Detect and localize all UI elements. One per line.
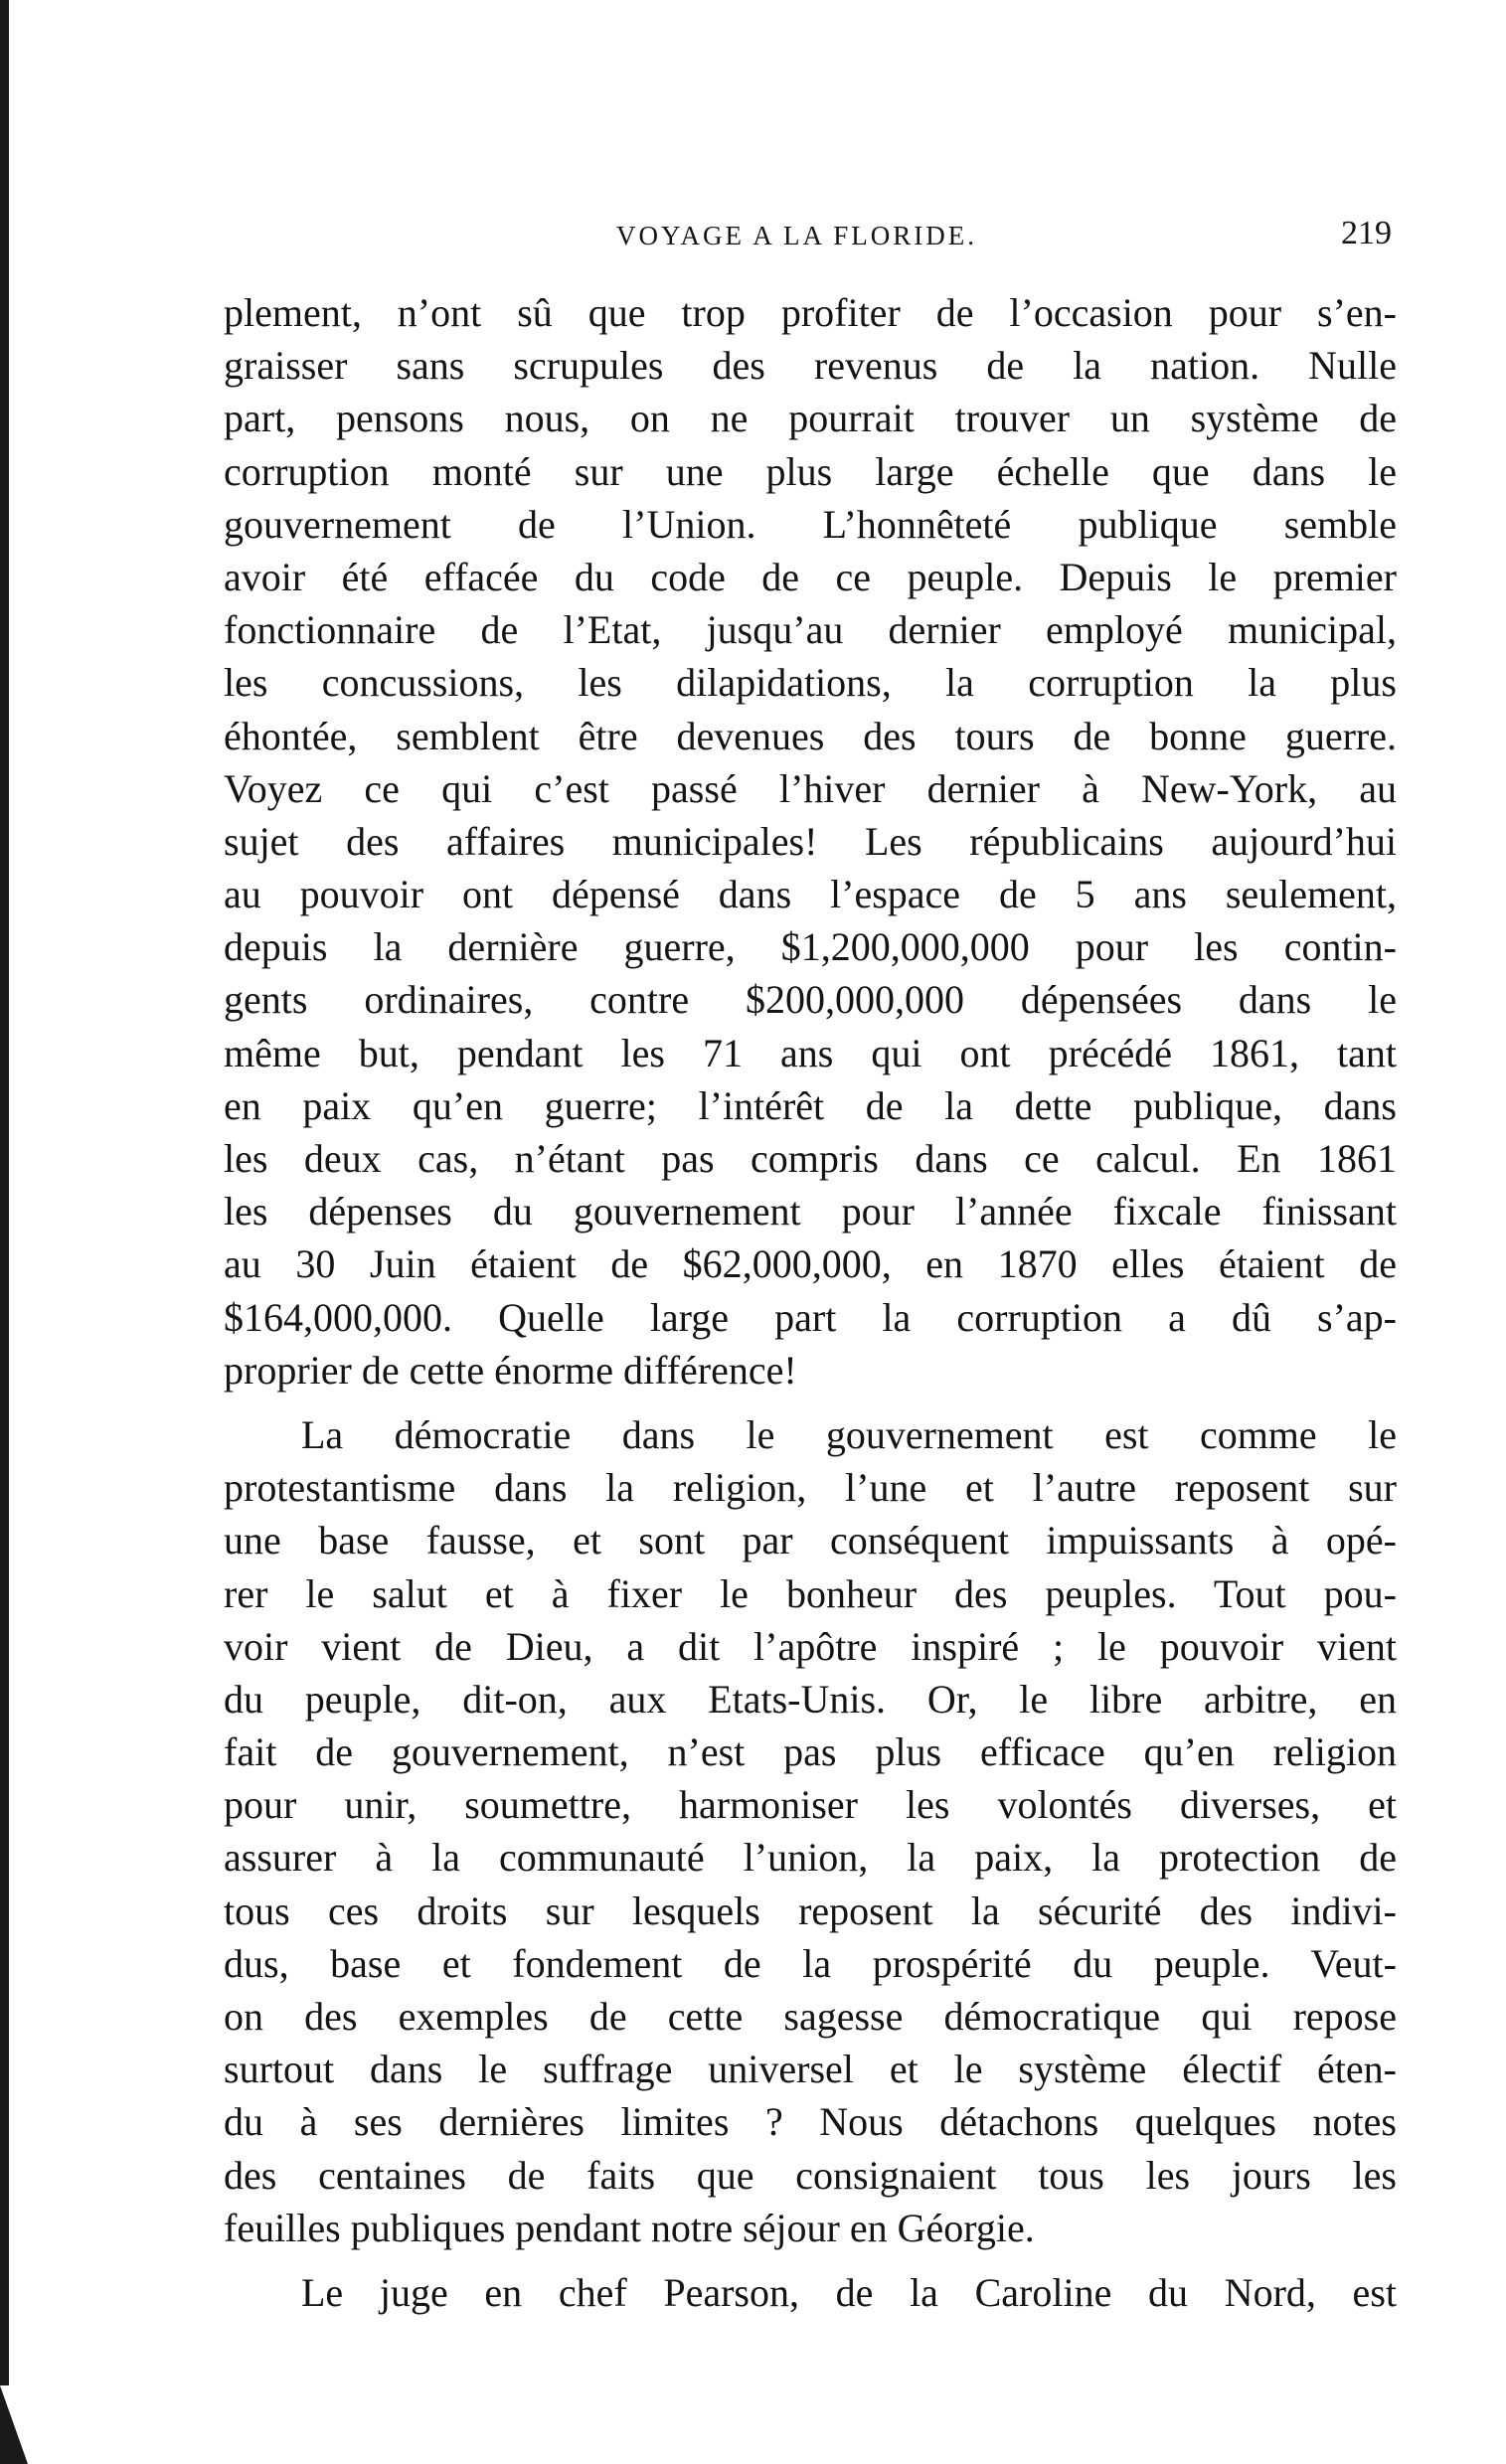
text-line: voir vient de Dieu, a dit l’apôtre inspiré ; le pouvoir vient bbox=[224, 1623, 1397, 1669]
text-line: gents ordinaires, contre $200,000,000 dépensées dans le bbox=[224, 977, 1397, 1023]
running-title: VOYAGE A LA FLORIDE. bbox=[616, 221, 978, 250]
text-line: proprier de cette énorme différence! bbox=[224, 1347, 797, 1393]
paragraph bbox=[224, 1408, 1397, 2254]
text-line: $164,000,000. Quelle large part la corruption a dû s’ap- bbox=[224, 1294, 1397, 1340]
text-line: éhontée, semblent être devenues des tours de bonne guerre. bbox=[224, 713, 1397, 758]
text-line: corruption monté sur une plus large échelle que dans le bbox=[224, 448, 1397, 494]
text-line: les deux cas, n’étant pas compris dans ce calcul. En 1861 bbox=[224, 1136, 1397, 1181]
text-line: surtout dans le suffrage universel et le système électif éten- bbox=[224, 2047, 1397, 2092]
text-line: gouvernement de l’Union. L’honnêteté publique semble bbox=[224, 501, 1397, 547]
page-binding-edge bbox=[0, 0, 9, 2385]
text-line: Voyez ce qui c’est passé l’hiver dernier à New-York, au bbox=[224, 765, 1397, 811]
text-line: assurer à la communauté l’union, la paix, la protection de bbox=[224, 1835, 1397, 1881]
text-line: tous ces droits sur lesquels reposent la sécurité des indivi- bbox=[224, 1888, 1397, 1933]
text-line: du peuple, dit-on, aux Etats-Unis. Or, le libre arbitre, en bbox=[224, 1676, 1397, 1722]
text-line: graisser sans scrupules des revenus de la nation. Nulle bbox=[224, 343, 1397, 389]
page-binding-corner bbox=[0, 2385, 28, 2464]
text-line: rer le salut et à fixer le bonheur des peuples. Tout pou- bbox=[224, 1570, 1397, 1616]
text-line: fait de gouvernement, n’est pas plus efficace qu’en religion bbox=[224, 1729, 1397, 1775]
running-head bbox=[229, 215, 1392, 260]
text-line: en paix qu’en guerre; l’intérêt de la dette publique, dans bbox=[224, 1082, 1397, 1128]
text-line: dus, base et fondement de la prospérité du peuple. Veut- bbox=[224, 1940, 1397, 1986]
paragraph bbox=[224, 286, 1397, 1396]
text-line: les concussions, les dilapidations, la corruption la plus bbox=[224, 660, 1397, 706]
text-line: des centaines de faits que consignaient tous les jours les bbox=[224, 2152, 1397, 2198]
text-line: La démocratie dans le gouvernement est comme le bbox=[301, 1411, 1397, 1457]
text-line: au 30 Juin étaient de $62,000,000, en 1870 elles étaient de bbox=[224, 1241, 1397, 1287]
paragraph-gap bbox=[224, 2254, 1397, 2266]
text-line: les dépenses du gouvernement pour l’année fixcale finissant bbox=[224, 1189, 1397, 1234]
text-line: pour unir, soumettre, harmoniser les volontés diverses, et bbox=[224, 1782, 1397, 1828]
page-number: 219 bbox=[1341, 215, 1392, 251]
text-line: part, pensons nous, on ne pourrait trouver un système de bbox=[224, 396, 1397, 441]
text-line: plement, n’ont sû que trop profiter de l’occasion pour s’en- bbox=[224, 290, 1397, 335]
text-line: feuilles publiques pendant notre séjour en Géorgie. bbox=[224, 2205, 1035, 2250]
text-line: sujet des affaires municipales! Les républicains aujourd’hui bbox=[224, 818, 1397, 864]
text-line: fonctionnaire de l’Etat, jusqu’au dernier employé municipal, bbox=[224, 607, 1397, 653]
text-line: même but, pendant les 71 ans qui ont précédé 1861, tant bbox=[224, 1030, 1397, 1075]
text-line: on des exemples de cette sagesse démocratique qui repose bbox=[224, 1994, 1397, 2039]
text-line: protestantisme dans la religion, l’une et l’autre reposent sur bbox=[224, 1465, 1397, 1511]
text-line: depuis la dernière guerre, $1,200,000,000 pour les contin- bbox=[224, 924, 1397, 970]
paragraph-gap bbox=[224, 1396, 1397, 1408]
text-line: une base fausse, et sont par conséquent impuissants à opé- bbox=[224, 1518, 1397, 1563]
text-line: avoir été effacée du code de ce peuple. Depuis le premier bbox=[224, 554, 1397, 599]
paragraph bbox=[224, 2266, 1397, 2319]
text-line: Le juge en chef Pearson, de la Caroline du Nord, est bbox=[301, 2269, 1397, 2315]
body-text bbox=[224, 286, 1397, 2319]
text-line: au pouvoir ont dépensé dans l’espace de 5 ans seulement, bbox=[224, 872, 1397, 917]
text-line: du à ses dernières limites ? Nous détachons quelques notes bbox=[224, 2099, 1397, 2145]
